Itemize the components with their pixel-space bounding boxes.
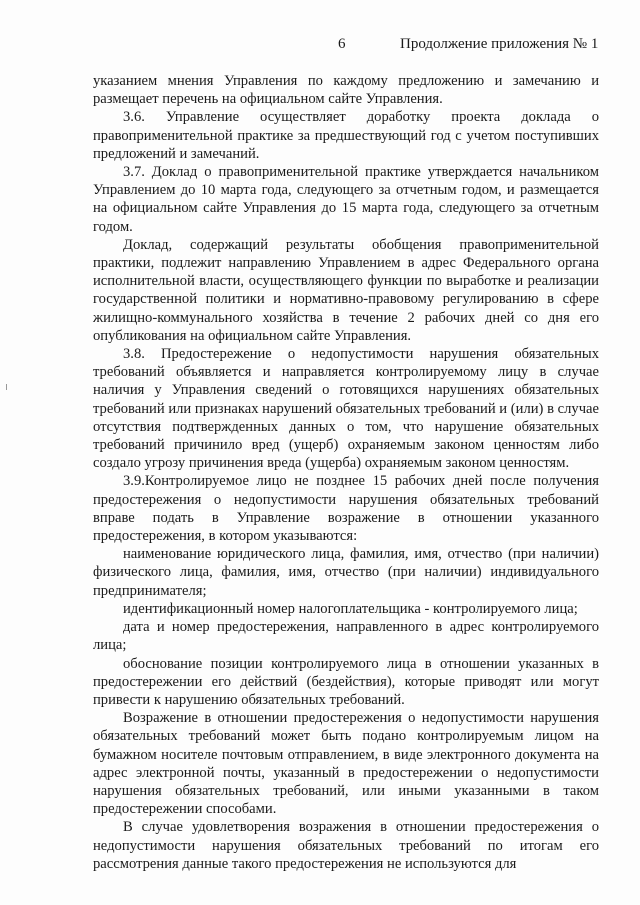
list-item-warning-date-number: дата и номер предостережения, направленного в адрес контролируемого лица; <box>93 619 599 654</box>
document-body <box>93 72 599 873</box>
list-item-tax-id: идентификационный номер налогоплательщика - контролируемого лица; <box>123 600 578 617</box>
list-item-entity-name: наименование юридического лица, фамилия, имя, отчество (при наличии) физического лица, фамилия, имя, отчество (при наличии) индивидуального предпринимателя; <box>93 546 599 599</box>
list-item-justification: обоснование позиции контролируемого лица в отношении указанных в предостережении его действий (бездействия), которые приводят или могут привести к нарушению обязательных требований. <box>93 655 599 708</box>
page-number: 6 <box>338 36 346 52</box>
paragraph-3-7: 3.7. Доклад о правоприменительной практике утверждается начальником Управлением до 10 марта года, следующего за отчетным годом, и размещается на официальном сайте Управления до 15 марта года, следующего за отчетным годом. <box>93 164 599 235</box>
paragraph-3-8: 3.8. Предостережение о недопустимости нарушения обязательных требований объявляется и направляется контролируемому лицу в случае наличия у Управления сведений о готовящихся нарушениях обязательных требований или признаках нарушений обязательных требований и (или) в случае отсутствия подтвержденных данных о том, что нарушение обязательных требований причинило вред (ущерб) охраняемым законом ценностям либо создало угрозу причинения вреда (ущерба) охраняемым законом ценностям. <box>93 346 599 472</box>
paragraph-report-submission: Доклад, содержащий результаты обобщения правоприменительной практики, подлежит направлению Управлением в адрес Федерального органа исполнительной власти, осуществляющего функции по выработке и реализации государственной политики и нормативно-правовому регулированию в сфере жилищно-коммунального хозяйства в течение 2 рабочих дней со дня его опубликования на официальном сайте Управления. <box>93 236 599 344</box>
appendix-continuation-note: Продолжение приложения № 1 <box>400 36 599 52</box>
margin-scan-mark <box>6 384 7 390</box>
paragraph-3-6: 3.6. Управление осуществляет доработку проекта доклада о правоприменительной практике за предшествующий год с учетом поступивших предложений и замечаний. <box>93 109 599 162</box>
paragraph-continuation: указанием мнения Управления по каждому предложению и замечанию и размещает перечень на официальном сайте Управления. <box>93 73 599 108</box>
paragraph-objection-satisfied: В случае удовлетворения возражения в отношении предостережения о недопустимости нарушения обязательных требований по итогам его рассмотрения данные такого предостережения не используются для <box>93 819 599 872</box>
paragraph-objection-submission: Возражение в отношении предостережения о недопустимости нарушения обязательных требований может быть подано контролируемым лицом на бумажном носителе почтовым отправлением, в виде электронного документа на адрес электронной почты, указанный в предостережении о недопустимости нарушения обязательных требований, или иными указанными в таком предостережении способами. <box>93 710 599 818</box>
page-header <box>0 36 640 58</box>
paragraph-3-9: 3.9.Контролируемое лицо не позднее 15 рабочих дней после получения предостережения о недопустимости нарушения обязательных требований вправе подать в Управление возражение в отношении указанного предостережения, в котором указываются: <box>93 473 599 545</box>
